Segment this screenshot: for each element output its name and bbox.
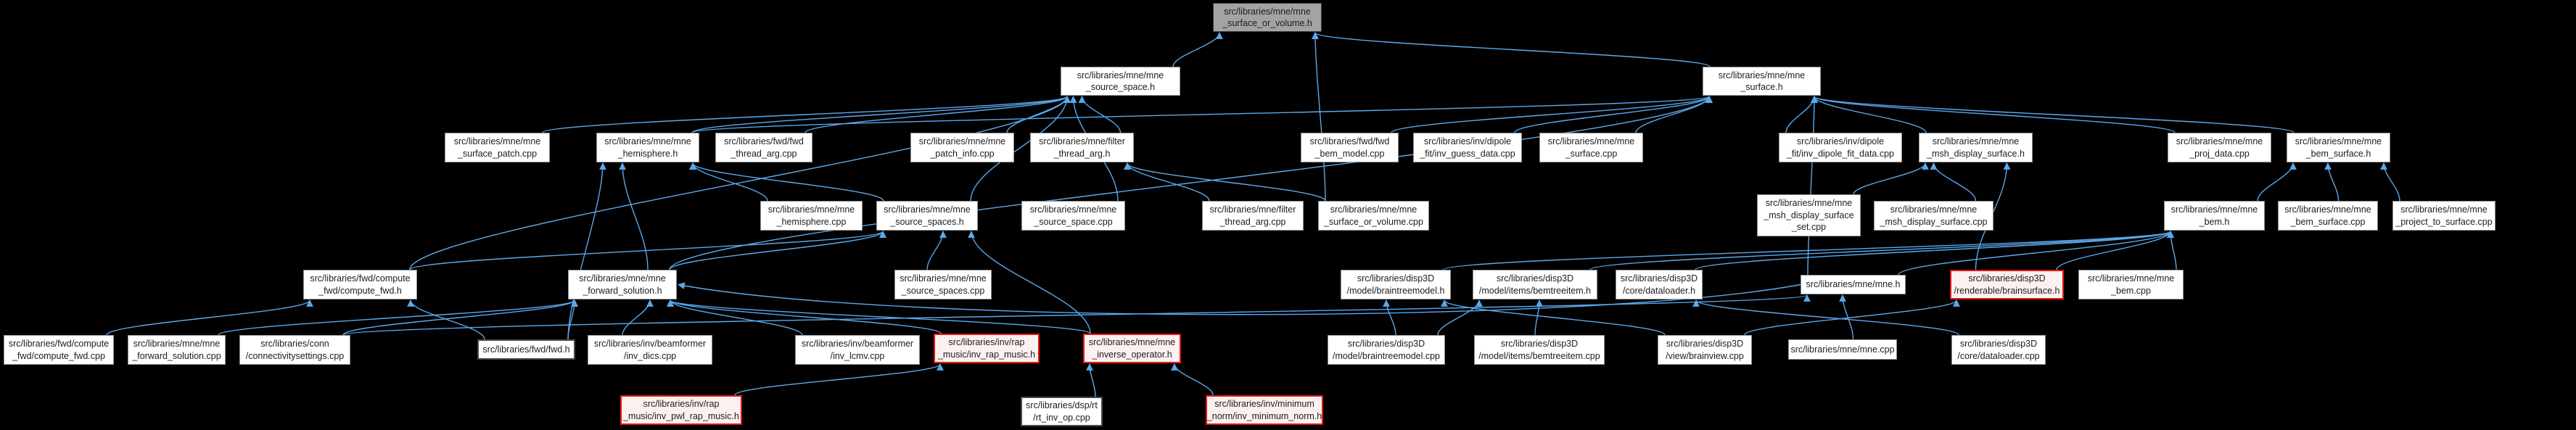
graph-node-label: src/libraries/disp3D	[1500, 339, 1579, 349]
graph-node-label: src/libraries/inv/rap	[948, 337, 1025, 347]
graph-node-label: src/libraries/mne/mne	[1088, 337, 1176, 347]
graph-node-label: _norm/inv_minimum_norm.h	[1206, 410, 1322, 421]
graph-node-label: src/libraries/mne/mne	[1029, 204, 1117, 215]
graph-node-label: _surface_patch.cpp	[457, 148, 538, 159]
graph-node-label: src/libraries/mne/mne	[1077, 70, 1164, 80]
graph-edge	[2328, 163, 2339, 201]
graph-edge	[805, 96, 1067, 133]
graph-node-src-libraries-mne-mne-msh-display-surface.cpp[interactable]	[1874, 201, 1993, 231]
graph-node-src-libraries-mne-mne-surface-patch.cpp[interactable]	[445, 133, 550, 162]
graph-edge	[1173, 33, 1219, 67]
graph-edge	[670, 300, 941, 334]
graph-node-src-libraries-disp3D-core-dataloader.h[interactable]	[1616, 270, 1703, 299]
graph-edge	[1315, 33, 1325, 201]
graph-node-label: src/libraries/mne/mne	[604, 136, 691, 146]
graph-node-label: _surface.cpp	[1565, 148, 1618, 159]
graph-node-label: src/libraries/fwd/fwd	[724, 136, 804, 146]
graph-node-label: /rt_inv_op.cpp	[1033, 412, 1090, 423]
graph-edge	[1814, 96, 2294, 133]
graph-edge	[1808, 96, 1814, 275]
graph-node-label: _msh_display_surface	[1764, 210, 1854, 220]
graph-node-src-libraries-disp3D-model-items-bemtreeitem.h[interactable]	[1473, 270, 1597, 299]
graph-node-label: _hemisphere.h	[617, 148, 678, 159]
graph-node-src-libraries-mne-mne-source-spaces.cpp[interactable]	[894, 270, 992, 299]
graph-node-src-libraries-mne-mne-hemisphere.h[interactable]	[596, 133, 699, 162]
graph-node-src-libraries-mne-mne-forward-solution.cpp[interactable]	[128, 335, 226, 365]
graph-node-label: src/libraries/dsp/rt	[1026, 400, 1098, 410]
graph-node-label: _source_spaces.h	[890, 216, 964, 227]
graph-node-label: src/libraries/mne/mne	[2087, 273, 2175, 284]
graph-edge	[410, 231, 883, 270]
graph-node-src-libraries-mne-mne-project-to-surface.cpp[interactable]	[2392, 201, 2495, 231]
graph-node-label: _bem.h	[2199, 216, 2230, 227]
graph-edge	[735, 364, 940, 395]
graph-edge	[1814, 96, 1926, 133]
graph-node-label: _music/inv_rap_music.h	[937, 349, 1036, 360]
graph-node-label: src/libraries/mne/mne	[884, 204, 971, 215]
graph-node-label: /model/items/bemtreeitem.cpp	[1478, 350, 1600, 361]
graph-node-src-libraries-inv-dipole-fit-inv-dipole-fit-data.cpp[interactable]	[1779, 133, 1902, 162]
graph-edge	[1127, 163, 1325, 201]
graph-edge	[622, 163, 648, 270]
graph-node-src-libraries-mne-mne-surface-or-volume.h	[1213, 3, 1322, 32]
graph-node-label: /inv_lcmv.cpp	[830, 350, 885, 361]
graph-edge	[1853, 163, 1925, 194]
graph-node-label: /core/dataloader.h	[1622, 285, 1696, 296]
graph-node-src-libraries-inv-minimum-norm-inv-minimum-norm.h[interactable]	[1206, 395, 1323, 425]
graph-node-label: _music/inv_pwl_rap_music.h	[623, 410, 739, 421]
graph-node-label: src/libraries/mne/mne	[768, 204, 855, 215]
graph-node-label: src/libraries/inv/beamformer	[801, 339, 914, 349]
graph-node-src-libraries-mne-mne-patch-info.cpp[interactable]	[910, 133, 1014, 162]
graph-node-label: _msh_display_surface.h	[1927, 148, 2025, 159]
graph-node-label: _fwd/compute_fwd.cpp	[12, 350, 105, 361]
graph-edge	[927, 231, 943, 270]
graph-node-label: _proj_data.cpp	[2189, 148, 2250, 159]
graph-edge	[1695, 231, 2170, 270]
graph-node-label: _msh_display_surface.cpp	[1880, 216, 1988, 227]
graph-node-src-libraries-disp3D-view-brainview.cpp[interactable]	[1658, 335, 1752, 365]
graph-edge	[1535, 300, 1539, 335]
graph-edge	[2258, 163, 2293, 201]
graph-node-label: _project_to_surface.cpp	[2395, 216, 2493, 227]
graph-node-label: src/libraries/mne/mne	[2170, 204, 2258, 215]
graph-node-label: /core/dataloader.cpp	[1957, 350, 2040, 361]
graph-edge	[411, 300, 485, 339]
graph-node-src-libraries-mne-mne.cpp[interactable]	[1788, 339, 1897, 360]
graph-node-label: src/libraries/mne/filter	[1209, 204, 1296, 215]
graph-edge	[1590, 231, 2170, 270]
graph-node-src-libraries-mne-mne-source-spaces.h[interactable]	[876, 201, 978, 231]
graph-node-label: src/libraries/mne/mne	[2295, 136, 2382, 146]
graph-node-src-libraries-mne-mne-bem-surface.h[interactable]	[2287, 133, 2390, 162]
graph-node-src-libraries-mne-mne-bem-surface.cpp[interactable]	[2278, 201, 2378, 231]
graph-node-label: src/libraries/inv/dipole	[1796, 136, 1885, 146]
graph-node-src-libraries-mne-mne-hemisphere.cpp[interactable]	[760, 201, 863, 231]
graph-node-label: src/libraries/inv/beamformer	[593, 339, 707, 349]
graph-node-src-libraries-mne-mne-msh-display-surface.h[interactable]	[1919, 133, 2033, 162]
graph-node-label: /model/braintreemodel.cpp	[1333, 350, 1440, 361]
graph-edge	[543, 96, 1067, 133]
graph-node-label: src/libraries/disp3D	[1666, 339, 1744, 349]
graph-node-label: src/libraries/mne/mne	[133, 339, 221, 349]
graph-node-label: src/libraries/disp3D	[1357, 273, 1435, 284]
graph-edge	[1786, 96, 1814, 133]
graph-node-label: src/libraries/mne/mne.cpp	[1790, 344, 1895, 355]
graph-node-label: src/libraries/disp3D	[1968, 273, 2046, 284]
graph-edge	[693, 163, 884, 201]
graph-node-label: _surface_or_volume.cpp	[1324, 216, 1423, 227]
graph-edge	[1315, 33, 1710, 67]
graph-edge	[1391, 96, 1709, 133]
graph-node-label: _bem_model.cpp	[1314, 148, 1385, 159]
graph-node-label: /view/brainview.cpp	[1666, 350, 1744, 361]
graph-node-src-libraries-mne-mne-proj-data.cpp[interactable]	[2168, 133, 2271, 162]
graph-node-label: src/libraries/mne/mne	[1932, 136, 2020, 146]
graph-node-src-libraries-fwd-fwd-thread-arg.cpp[interactable]	[715, 133, 812, 162]
graph-node-label: src/libraries/disp3D	[1347, 339, 1425, 349]
graph-node-label: _set.cpp	[1791, 222, 1827, 233]
graph-node-src-libraries-mne-mne-surface-or-volume.cpp[interactable]	[1318, 201, 1429, 231]
graph-edge	[1174, 364, 1213, 395]
graph-node-src-libraries-inv-dipole-fit-inv-guess-data.cpp[interactable]	[1413, 133, 1522, 162]
graph-node-label: _patch_info.cpp	[930, 148, 995, 159]
graph-node-label: src/libraries/mne/mne	[2400, 204, 2487, 215]
graph-node-src-libraries-mne-mne-forward-solution.h[interactable]	[568, 270, 677, 299]
graph-edge	[1696, 300, 1959, 335]
graph-node-src-libraries-mne-filter-thread-arg.cpp[interactable]	[1202, 201, 1304, 231]
graph-edge	[218, 300, 575, 335]
graph-node-label: /model/braintreemodel.h	[1346, 285, 1445, 296]
graph-node-label: _source_spaces.cpp	[901, 285, 985, 296]
graph-node-label: _bem_surface.h	[2305, 148, 2371, 159]
graph-edge	[410, 96, 1067, 270]
graph-node-src-libraries-conn-connectivitysettings.cpp[interactable]	[239, 335, 350, 365]
graph-edge	[2384, 163, 2400, 201]
graph-node-src-libraries-mne-mne-inverse-operator.h[interactable]	[1083, 334, 1181, 363]
graph-node-src-libraries-mne-mne.h[interactable]	[1801, 275, 1906, 294]
graph-node-src-libraries-mne-mne-source-space.h[interactable]	[1061, 67, 1180, 96]
graph-node-label: /model/items/bemtreeitem.h	[1478, 285, 1592, 296]
graph-node-label: src/libraries/conn	[260, 339, 329, 349]
graph-node-src-libraries-fwd-fwd.h[interactable]	[477, 339, 575, 360]
graph-node-src-libraries-disp3D-core-dataloader.cpp[interactable]	[1951, 335, 2046, 365]
graph-node-src-libraries-disp3D-renderable-brainsurface.h[interactable]	[1950, 270, 2064, 299]
graph-node-label: src/libraries/mne/filter	[1039, 136, 1125, 146]
graph-node-src-libraries-dsp-rt-rt-inv-op.cpp[interactable]	[1021, 397, 1103, 426]
graph-node-label: src/libraries/mne/mne	[453, 136, 541, 146]
graph-node-label: _surface_or_volume.h	[1222, 18, 1312, 28]
graph-node-label: src/libraries/mne/mne	[900, 273, 987, 284]
graph-node-src-libraries-mne-mne-surface.cpp[interactable]	[1539, 133, 1643, 162]
graph-node-label: src/libraries/disp3D	[1620, 273, 1698, 284]
graph-node-label: src/libraries/mne/mne	[1765, 198, 1853, 209]
graph-node-label: _hemisphere.cpp	[776, 216, 847, 227]
graph-edge	[1082, 96, 1121, 133]
graph-edge	[1386, 300, 1396, 335]
graph-node-label: _forward_solution.h	[583, 285, 662, 296]
graph-node-label: src/libraries/mne/mne	[1330, 204, 1417, 215]
graph-node-src-libraries-inv-beamformer-inv-lcmv.cpp[interactable]	[795, 335, 920, 365]
graph-node-src-libraries-inv-rap-music-inv-rap-music.h[interactable]	[934, 334, 1040, 363]
graph-node-src-libraries-mne-mne-surface.h[interactable]	[1703, 67, 1821, 96]
graph-node-src-libraries-mne-filter-thread-arg.h[interactable]	[1030, 133, 1134, 162]
graph-node-src-libraries-mne-mne-bem.cpp[interactable]	[2078, 270, 2184, 299]
graph-edge	[343, 300, 575, 335]
graph-node-src-libraries-disp3D-model-braintreemodel.h[interactable]	[1341, 270, 1451, 299]
graph-node-src-libraries-mne-mne-msh-display-surface-set.cpp[interactable]	[1757, 194, 1861, 236]
graph-node-src-libraries-disp3D-model-braintreemodel.cpp[interactable]	[1328, 335, 1445, 365]
graph-node-label: /inv_dics.cpp	[623, 350, 677, 361]
graph-edge	[343, 295, 1807, 335]
graph-node-label: _bem.cpp	[2111, 285, 2151, 296]
graph-node-label: src/libraries/disp3D	[1496, 273, 1574, 284]
graph-edge	[2170, 231, 2176, 270]
graph-node-label: src/libraries/fwd/fwd	[1309, 136, 1390, 146]
graph-node-label: src/libraries/fwd/compute	[310, 273, 411, 284]
graph-node-label: _source_space.h	[1085, 82, 1156, 92]
graph-node-label: src/libraries/inv/dipole	[1423, 136, 1512, 146]
graph-node-src-libraries-fwd-fwd-bem-model.cpp[interactable]	[1301, 133, 1399, 162]
graph-node-label: _surface.h	[1740, 82, 1783, 92]
graph-node-label: _source_space.cpp	[1034, 216, 1113, 227]
graph-edge	[1934, 163, 1976, 201]
graph-node-src-libraries-mne-mne-source-space.cpp[interactable]	[1021, 201, 1125, 231]
graph-node-label: src/libraries/mne/mne	[2284, 204, 2371, 215]
graph-node-label: src/libraries/mne/mne	[918, 136, 1006, 146]
graph-node-label: _thread_arg.h	[1053, 148, 1111, 159]
graph-node-label: src/libraries/mne/mne	[1224, 6, 1311, 17]
graph-node-label: src/libraries/fwd/compute	[8, 339, 110, 349]
graph-node-label: _fit/inv_dipole_fit_data.cpp	[1786, 148, 1895, 159]
graph-edge	[622, 300, 650, 335]
graph-node-label: src/libraries/mne/mne	[1890, 204, 1978, 215]
graph-node-label: _fit/inv_guess_data.cpp	[1420, 148, 1515, 159]
graph-node-label: src/libraries/disp3D	[1959, 339, 2038, 349]
graph-node-label: _bem_surface.cpp	[2290, 216, 2366, 227]
graph-node-label: src/libraries/inv/rap	[643, 399, 720, 409]
graph-node-src-libraries-inv-rap-music-inv-pwl-rap-music.h[interactable]	[620, 395, 742, 425]
graph-node-label: src/libraries/mne/mne	[1547, 136, 1635, 146]
graph-node-label: _inverse_operator.h	[1092, 349, 1172, 360]
graph-edge	[568, 300, 575, 339]
graph-node-src-libraries-disp3D-model-items-bemtreeitem.cpp[interactable]	[1474, 335, 1605, 365]
graph-edge	[1090, 364, 1095, 397]
graph-node-label: /renderable/brainsurface.h	[1954, 285, 2060, 296]
graph-node-label: src/libraries/mne/mne	[1718, 70, 1806, 80]
graph-node-src-libraries-mne-mne-bem.h[interactable]	[2164, 201, 2265, 231]
graph-edge	[2057, 231, 2170, 270]
graph-node-label: src/libraries/fwd/fwd.h	[482, 344, 570, 355]
graph-edge	[1745, 300, 1956, 335]
graph-node-label: _fwd/compute_fwd.h	[318, 285, 402, 296]
graph-node-label: src/libraries/mne/mne.h	[1806, 279, 1901, 290]
graph-node-src-libraries-fwd-compute-fwd-compute-fwd.h[interactable]	[303, 270, 417, 299]
graph-edge	[107, 300, 310, 335]
graph-node-label: _thread_arg.cpp	[731, 148, 797, 159]
graph-node-label: _thread_arg.cpp	[1219, 216, 1286, 227]
graph-node-label: /connectivitysettings.cpp	[245, 350, 345, 361]
graph-node-label: src/libraries/mne/mne	[2176, 136, 2263, 146]
graph-node-label: _forward_solution.cpp	[132, 350, 221, 361]
graph-node-src-libraries-fwd-compute-fwd-compute-fwd.cpp[interactable]	[4, 335, 114, 365]
graph-edge	[670, 231, 883, 270]
graph-node-label: src/libraries/inv/minimum	[1214, 399, 1314, 409]
graph-node-src-libraries-inv-beamformer-inv-dics.cpp[interactable]	[588, 335, 712, 365]
graph-node-label: src/libraries/mne/mne	[579, 273, 666, 284]
